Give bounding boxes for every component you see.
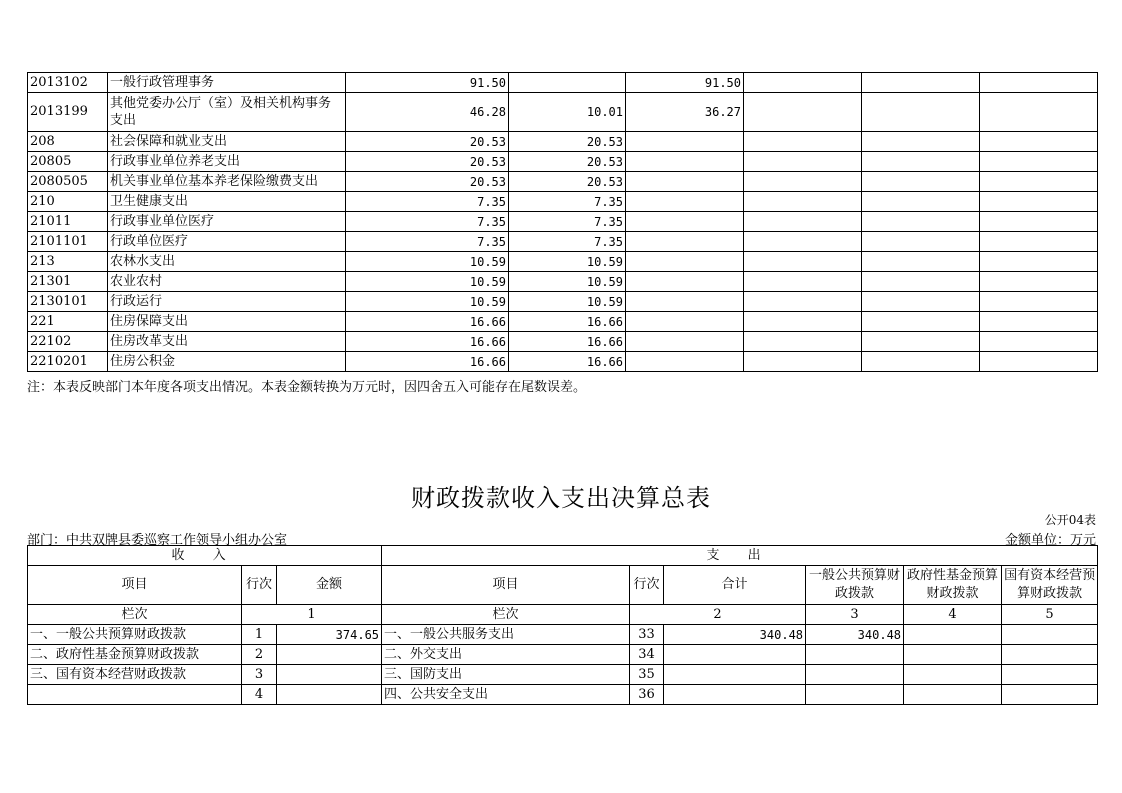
basic-cell: 7.35 [509,192,626,212]
empty-cell [744,132,862,152]
name-cell: 行政事业单位医疗 [108,212,346,232]
expense-total-cell [664,665,806,685]
state-capital-cell [1002,665,1098,685]
total-cell: 10.59 [346,272,509,292]
col-line-no: 行次 [242,566,277,605]
income-amount-cell: 374.65 [277,625,382,645]
empty-cell [744,212,862,232]
empty-cell [980,232,1098,252]
empty-cell [744,73,862,93]
basic-cell: 16.66 [509,352,626,372]
project-cell [626,252,744,272]
table-row [28,192,1098,212]
gov-fund-cell [904,645,1002,665]
total-cell: 7.35 [346,192,509,212]
total-cell: 7.35 [346,212,509,232]
code-cell: 213 [28,252,108,272]
project-cell: 91.50 [626,73,744,93]
total-cell: 10.59 [346,292,509,312]
income-header: 收 入 [28,546,382,566]
col-index-2: 2 [630,605,806,625]
table-row [28,252,1098,272]
basic-cell: 10.59 [509,292,626,312]
table-row [28,152,1098,172]
empty-cell [862,172,980,192]
empty-cell [862,132,980,152]
expense-line-cell: 36 [630,685,664,705]
code-cell: 22102 [28,332,108,352]
empty-cell [980,132,1098,152]
col-index-1: 1 [242,605,382,625]
form-number: 公开04表 [1044,513,1096,527]
empty-cell [980,93,1098,132]
general-budget-cell [806,665,904,685]
empty-cell [980,312,1098,332]
empty-cell [744,152,862,172]
expense-line-cell: 35 [630,665,664,685]
total-cell: 20.53 [346,132,509,152]
basic-cell [509,73,626,93]
empty-cell [980,172,1098,192]
amount-unit-label: 金额单位：万元 [1004,533,1096,548]
code-cell: 2013102 [28,73,108,93]
project-cell [626,152,744,172]
table-row [28,685,1098,705]
empty-cell [862,352,980,372]
code-cell: 20805 [28,152,108,172]
income-item-cell: 三、国有资本经营财政拨款 [28,665,242,685]
project-cell [626,132,744,152]
project-cell [626,212,744,232]
name-cell: 住房公积金 [108,352,346,372]
col-line-no-2: 行次 [630,566,664,605]
empty-cell [862,272,980,292]
project-cell [626,272,744,292]
income-line-cell: 4 [242,685,277,705]
project-cell [626,292,744,312]
expense-total-cell [664,645,806,665]
basic-cell: 7.35 [509,212,626,232]
code-cell: 21011 [28,212,108,232]
expense-line-cell: 33 [630,625,664,645]
general-budget-cell [806,645,904,665]
name-cell: 行政单位医疗 [108,232,346,252]
empty-cell [980,73,1098,93]
income-item-cell: 二、政府性基金预算财政拨款 [28,645,242,665]
name-cell: 其他党委办公厅（室）及相关机构事务支出 [108,93,346,132]
empty-cell [980,272,1098,292]
empty-cell [980,292,1098,312]
empty-cell [980,352,1098,372]
code-cell: 208 [28,132,108,152]
col-amount: 金额 [277,566,382,605]
income-amount-cell [277,665,382,685]
expense-total-cell: 340.48 [664,625,806,645]
page-title: 财政拨款收入支出决算总表 [411,484,711,512]
income-amount-cell [277,645,382,665]
empty-cell [744,292,862,312]
name-cell: 住房改革支出 [108,332,346,352]
name-cell: 卫生健康支出 [108,192,346,212]
table-row [28,232,1098,252]
total-cell: 20.53 [346,172,509,192]
total-cell: 16.66 [346,312,509,332]
table-row [28,665,1098,685]
empty-cell [862,152,980,172]
project-cell [626,332,744,352]
expense-item-cell: 三、国防支出 [382,665,630,685]
basic-cell: 20.53 [509,132,626,152]
empty-cell [980,192,1098,212]
table-row [28,93,1098,132]
name-cell: 行政事业单位养老支出 [108,152,346,172]
state-capital-cell [1002,685,1098,705]
empty-cell [862,312,980,332]
empty-cell [862,292,980,312]
table-row [28,292,1098,312]
table-row [28,212,1098,232]
code-cell: 21301 [28,272,108,292]
empty-cell [862,192,980,212]
col-gov-fund: 政府性基金预算财政拨款 [904,566,1002,605]
expense-item-cell: 二、外交支出 [382,645,630,665]
col-item-2: 项目 [382,566,630,605]
code-cell: 2080505 [28,172,108,192]
state-capital-cell [1002,625,1098,645]
name-cell: 行政运行 [108,292,346,312]
income-item-cell: 一、一般公共预算财政拨款 [28,625,242,645]
empty-cell [980,332,1098,352]
total-cell: 7.35 [346,232,509,252]
name-cell: 一般行政管理事务 [108,73,346,93]
income-amount-cell [277,685,382,705]
basic-cell: 10.59 [509,272,626,292]
basic-cell: 20.53 [509,172,626,192]
total-cell: 20.53 [346,152,509,172]
empty-cell [980,212,1098,232]
table-note: 注：本表反映部门本年度各项支出情况。本表金额转换为万元时，因四舍五入可能存在尾数误差。 [27,380,587,395]
basic-cell: 10.01 [509,93,626,132]
empty-cell [862,232,980,252]
col-item: 项目 [28,566,242,605]
total-cell: 91.50 [346,73,509,93]
income-line-cell: 2 [242,645,277,665]
income-line-cell: 3 [242,665,277,685]
project-cell [626,172,744,192]
empty-cell [980,252,1098,272]
empty-cell [744,252,862,272]
col-index-5: 5 [1002,605,1098,625]
table-row [28,172,1098,192]
expense-line-cell: 34 [630,645,664,665]
gov-fund-cell [904,665,1002,685]
code-cell: 2101101 [28,232,108,252]
empty-cell [744,312,862,332]
table-row [28,625,1098,645]
empty-cell [744,93,862,132]
table-row [28,645,1098,665]
expense-item-cell: 一、一般公共服务支出 [382,625,630,645]
col-index-label-2: 栏次 [382,605,630,625]
table-row [28,312,1098,332]
basic-cell: 10.59 [509,252,626,272]
table-row [28,352,1098,372]
empty-cell [744,172,862,192]
empty-cell [744,352,862,372]
total-cell: 16.66 [346,332,509,352]
total-cell: 46.28 [346,93,509,132]
col-general-budget: 一般公共预算财政拨款 [806,566,904,605]
code-cell: 221 [28,312,108,332]
table-row [28,272,1098,292]
expenditure-detail-table [27,72,1098,372]
table-row [28,132,1098,152]
col-state-capital: 国有资本经营预算财政拨款 [1002,566,1098,605]
empty-cell [744,272,862,292]
empty-cell [744,332,862,352]
code-cell: 210 [28,192,108,212]
col-index-3: 3 [806,605,904,625]
total-cell: 16.66 [346,352,509,372]
empty-cell [980,152,1098,172]
basic-cell: 16.66 [509,332,626,352]
gov-fund-cell [904,685,1002,705]
gov-fund-cell [904,625,1002,645]
col-index-4: 4 [904,605,1002,625]
code-cell: 2130101 [28,292,108,312]
project-cell [626,312,744,332]
general-budget-cell: 340.48 [806,625,904,645]
col-total: 合计 [664,566,806,605]
project-cell [626,352,744,372]
state-capital-cell [1002,645,1098,665]
empty-cell [744,192,862,212]
empty-cell [862,252,980,272]
code-cell: 2210201 [28,352,108,372]
fiscal-summary-table [27,545,1098,705]
expense-header: 支 出 [382,546,1098,566]
project-cell [626,232,744,252]
table-row [28,332,1098,352]
income-item-cell [28,685,242,705]
basic-cell: 20.53 [509,152,626,172]
general-budget-cell [806,685,904,705]
empty-cell [744,232,862,252]
empty-cell [862,73,980,93]
project-cell [626,192,744,212]
basic-cell: 16.66 [509,312,626,332]
empty-cell [862,332,980,352]
expense-item-cell: 四、公共安全支出 [382,685,630,705]
department-label: 部门：中共双牌县委巡察工作领导小组办公室 [27,533,288,548]
code-cell: 2013199 [28,93,108,132]
name-cell: 住房保障支出 [108,312,346,332]
income-line-cell: 1 [242,625,277,645]
col-index-label: 栏次 [28,605,242,625]
basic-cell: 7.35 [509,232,626,252]
empty-cell [862,93,980,132]
name-cell: 机关事业单位基本养老保险缴费支出 [108,172,346,192]
expense-total-cell [664,685,806,705]
empty-cell [862,212,980,232]
table-row [28,73,1098,93]
total-cell: 10.59 [346,252,509,272]
name-cell: 社会保障和就业支出 [108,132,346,152]
name-cell: 农业农村 [108,272,346,292]
name-cell: 农林水支出 [108,252,346,272]
project-cell: 36.27 [626,93,744,132]
